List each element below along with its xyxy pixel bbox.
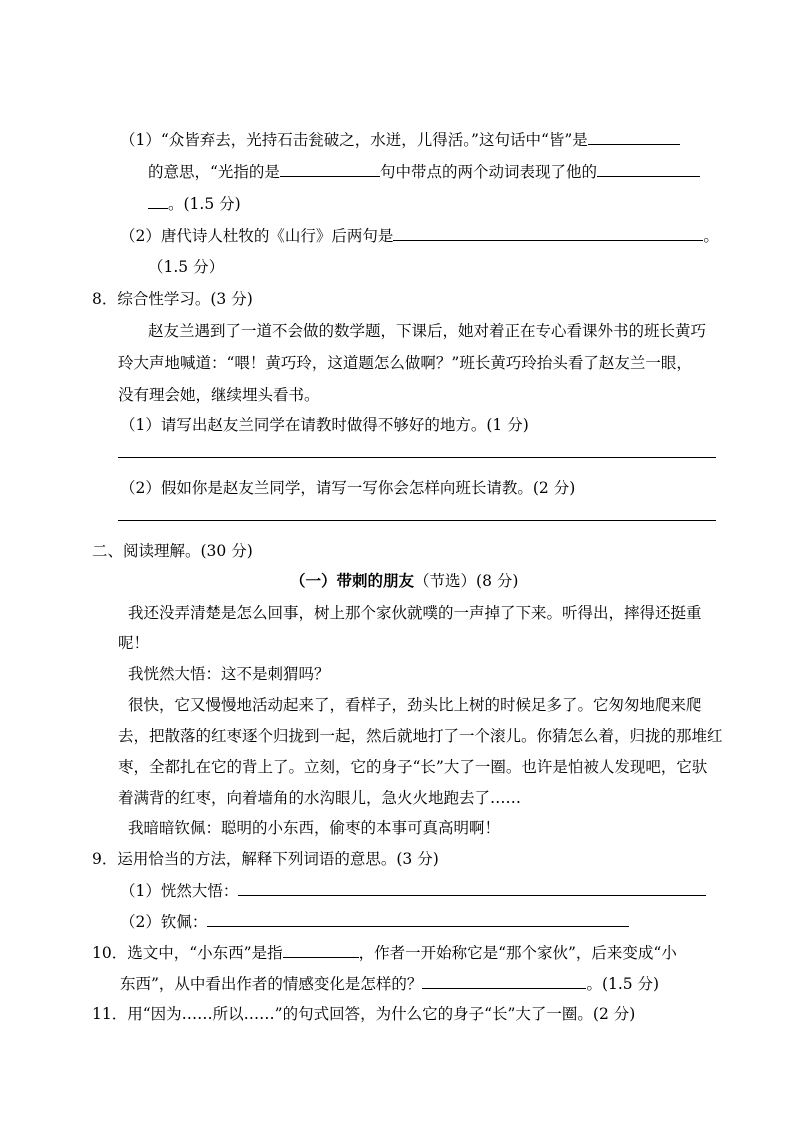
answer-blank-huangran[interactable] (238, 880, 706, 896)
q7-sub2-end: 。 (703, 227, 719, 245)
q9-sub2 (120, 911, 629, 932)
answer-blank-poem[interactable] (393, 225, 703, 241)
q10-text3: 东西”，从中看出作者的情感变化是怎样的？ (120, 975, 423, 993)
reading-passage-line3: 我恍然大悟：这不是刺猬吗？ (128, 665, 330, 683)
q7-sub2-score: （1.5 分） (148, 258, 225, 276)
q7-sub1-line1 (120, 129, 680, 150)
answer-blank-qinpei[interactable] (207, 911, 629, 927)
q8-passage-line1: 赵友兰遇到了一道不会做的数学题，下课后，她对着正在专心看课外书的班长黄巧 (148, 322, 707, 340)
reading-title-rest: （节选）(8 分) (414, 572, 519, 590)
q8-sub2: （2）假如你是赵友兰同学，请写一写你会怎样向班长请教。(2 分) (120, 479, 576, 497)
q8-passage-line3: 没有理会她，继续埋头看书。 (118, 386, 320, 404)
q10-score: 。(1.5 分) (586, 975, 660, 993)
answer-blank-guang[interactable] (280, 161, 380, 177)
q9-sub2-label: （2）钦佩： (120, 913, 208, 931)
reading-passage-line4: 很快，它又慢慢地活动起来了，看样子，劲头比上树的时候足多了。它匆匆地爬来爬 (128, 696, 702, 714)
q9-title: 9．运用恰当的方法，解释下列词语的意思。(3 分) (92, 850, 439, 868)
q10-text1: 10．选文中，“小东西”是指 (92, 944, 283, 962)
q7-sub1-text2: 的意思，“光指的是 (148, 163, 280, 181)
reading-passage-line1: 我还没弄清楚是怎么回事，树上那个家伙就噗的一声掉了下来。听得出，摔得还挺重 (128, 604, 702, 622)
q8-passage-line2: 玲大声地喊道：“喂！黄巧玲，这道题怎么做啊？”班长黄巧玲抬头看了赵友兰一眼， (118, 354, 692, 372)
q8-title: 8．综合性学习。(3 分) (92, 290, 253, 308)
q8-answer-line1[interactable] (118, 457, 716, 458)
reading-title (290, 571, 518, 591)
q7-sub1-line2 (148, 161, 700, 182)
reading-passage-line8: 我暗暗钦佩：聪明的小东西，偷枣的本事可真高明啊！ (128, 819, 501, 837)
reading-passage-line5: 去，把散落的红枣逐个归拢到一起，然后就地打了一个滚儿。你猜怎么着，归拢的那堆红 (118, 727, 723, 745)
q7-sub1-score: 。(1.5 分) (168, 195, 241, 213)
reading-title-main: （一）带刺的朋友 (290, 571, 415, 590)
q10-line2 (120, 973, 659, 994)
answer-blank-character[interactable] (597, 161, 700, 177)
answer-blank-character-cont[interactable] (148, 193, 168, 209)
q8-answer-line2[interactable] (118, 520, 716, 521)
q9-sub1 (120, 880, 706, 901)
q7-sub2-text: （2）唐代诗人杜牧的《山行》后两句是 (120, 227, 394, 245)
q7-sub1-text3: 句中带点的两个动词表现了他的 (379, 163, 597, 181)
q9-sub1-label: （1）恍然大悟： (120, 882, 239, 900)
answer-blank-jie[interactable] (588, 129, 680, 145)
answer-blank-xiaodongxi[interactable] (283, 942, 359, 958)
reading-passage-line7: 着满背的红枣，向着墙角的水沟眼儿，急火火地跑去了…… (118, 789, 522, 807)
reading-passage-line6: 枣，全都扎在它的背上了。立刻，它的身子“长”大了一圈。也许是怕被人发现吧，它驮 (118, 758, 708, 776)
q10-line1 (92, 942, 677, 963)
q7-sub1-text: （1）“众皆弃去，光持石击瓮破之，水迸，儿得活。”这句话中“皆”是 (120, 131, 588, 149)
section2-title: 二、阅读理解。(30 分) (92, 542, 253, 560)
q11-title: 11．用“因为……所以……”的句式回答，为什么它的身子“长”大了一圈。(2 分) (92, 1005, 636, 1023)
q8-sub1: （1）请写出赵友兰同学在请教时做得不够好的地方。(1 分) (120, 416, 529, 434)
q7-sub1-line3 (148, 193, 241, 214)
reading-passage-line2: 呢！ (118, 634, 150, 652)
q7-sub2-line1 (120, 225, 719, 246)
q10-text2: ，作者一开始称它是“那个家伙”，后来变成“小 (358, 944, 677, 962)
answer-blank-emotion[interactable] (422, 973, 586, 989)
